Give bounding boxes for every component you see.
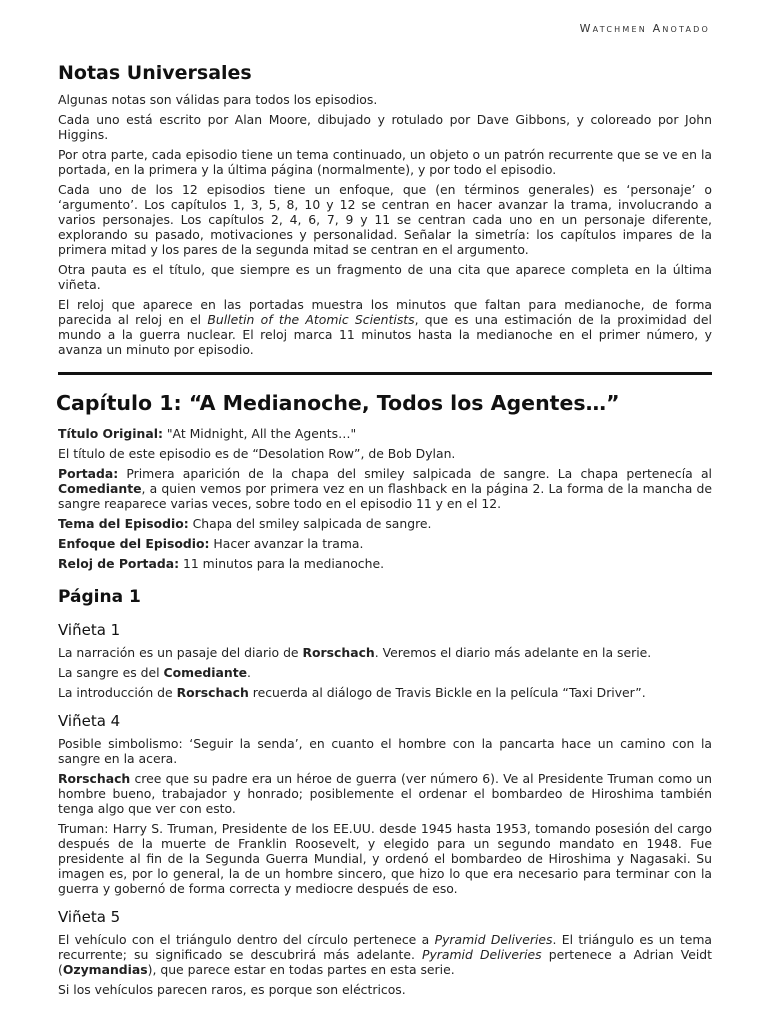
universal-paragraph: Algunas notas son válidas para todos los episodios.: [58, 92, 378, 107]
section-divider: [58, 372, 712, 375]
chapter-theme: Tema del Episodio: Chapa del smiley salpicada de sangre.: [58, 516, 432, 531]
chapter-original-title: Título Original: "At Midnight, All the Agents…": [58, 426, 357, 441]
chapter-focus: Enfoque del Episodio: Hacer avanzar la trama.: [58, 536, 364, 551]
chapter-cover-note: Portada: Primera aparición de la chapa del smiley salpicada de sangre. La chapa pertenecía al Comediante, a quien vemos por primera vez en un flashback en la página 2. La forma de la mancha de sangre reaparece varias veces, sobre todo en el episodio 11 y en el 12.: [58, 466, 712, 511]
chapter-heading: Capítulo 1: “A Medianoche, Todos los Agentes…”: [56, 391, 620, 415]
universal-notes-heading: Notas Universales: [58, 62, 252, 84]
running-header: Watchmen Anotado: [579, 22, 710, 35]
panel-4-heading: Viñeta 4: [58, 712, 121, 730]
universal-paragraph: El reloj que aparece en las portadas muestra los minutos que faltan para medianoche, de forma parecida al reloj en el Bulletin of the Atomic Scientists, que es una estimación de la proximidad del mundo a la guerra nuclear. El reloj marca 11 minutos hasta la medianoche en el primer número, y avanza un minuto por episodio.: [58, 297, 712, 357]
chapter-clock: Reloj de Portada: 11 minutos para la medianoche.: [58, 556, 385, 571]
panel-note: Posible simbolismo: ‘Seguir la senda’, en cuanto el hombre con la pancarta hace un camino con la sangre en la acera.: [58, 736, 712, 766]
panel-note: Truman: Harry S. Truman, Presidente de los EE.UU. desde 1945 hasta 1953, tomando posesión del cargo después de la muerte de Franklin Roosevelt, y elegido para un segundo mandato en 1948. Fue presidente al fin de la Segunda Guerra Mundial, y ordenó el bombardeo de Hiroshima y Nagasaki. Su imagen es, por lo general, la de un hombre sincero, que hizo lo que era necesario para terminar con la guerra y gobernó de forma correcta y mediocre después de eso.: [58, 821, 712, 896]
panel-note: Si los vehículos parecen raros, es porque son eléctricos.: [58, 982, 406, 997]
universal-paragraph: Cada uno está escrito por Alan Moore, dibujado y rotulado por Dave Gibbons, y coloreado por John Higgins.: [58, 112, 712, 142]
panel-note: La introducción de Rorschach recuerda al diálogo de Travis Bickle en la película “Taxi Driver”.: [58, 685, 646, 700]
panel-note: La sangre es del Comediante.: [58, 665, 251, 680]
universal-paragraph: Otra pauta es el título, que siempre es un fragmento de una cita que aparece completa en la última viñeta.: [58, 262, 712, 292]
panel-note: El vehículo con el triángulo dentro del círculo pertenece a Pyramid Deliveries. El triángulo es un tema recurrente; su significado se descubrirá más adelante. Pyramid Deliveries pertenece a Adrian Veidt (Ozymandias), que parece estar en todas partes en esta serie.: [58, 932, 713, 977]
universal-paragraph: Por otra parte, cada episodio tiene un tema continuado, un objeto o un patrón recurrente que se ve en la portada, en la primera y la última página (normalmente), y por todo el episodio.: [58, 147, 712, 177]
universal-paragraph: Cada uno de los 12 episodios tiene un enfoque, que (en términos generales) es ‘personaje’ o ‘argumento’. Los capítulos 1, 3, 5, 8, 10 y 12 se centran en hacer avanzar la trama, involucrando a varios personajes. Los capítulos 2, 4, 6, 7, 9 y 11 se centran cada uno en un personaje diferente, explorando su pasado, motivaciones y personalidad. Señalar la simetría: los capítulos impares de la primera mitad y los pares de la segunda mitad se centran en el argumento.: [58, 182, 712, 257]
panel-note: Rorschach cree que su padre era un héroe de guerra (ver número 6). Ve al Presidente Truman como un hombre bueno, trabajador y honrado; posiblemente el ordenar el bombardeo de Hiroshima también tenga algo que ver con esto.: [58, 771, 712, 816]
panel-note: La narración es un pasaje del diario de Rorschach. Veremos el diario más adelante en la serie.: [58, 645, 652, 660]
chapter-title-note: El título de este episodio es de “Desolation Row”, de Bob Dylan.: [58, 446, 456, 461]
bulletin-title: Bulletin of the Atomic Scientists: [207, 312, 415, 327]
panel-1-heading: Viñeta 1: [58, 621, 121, 639]
page-1-heading: Página 1: [58, 587, 141, 607]
document-body: [58, 58, 712, 1002]
panel-5-heading: Viñeta 5: [58, 908, 121, 926]
